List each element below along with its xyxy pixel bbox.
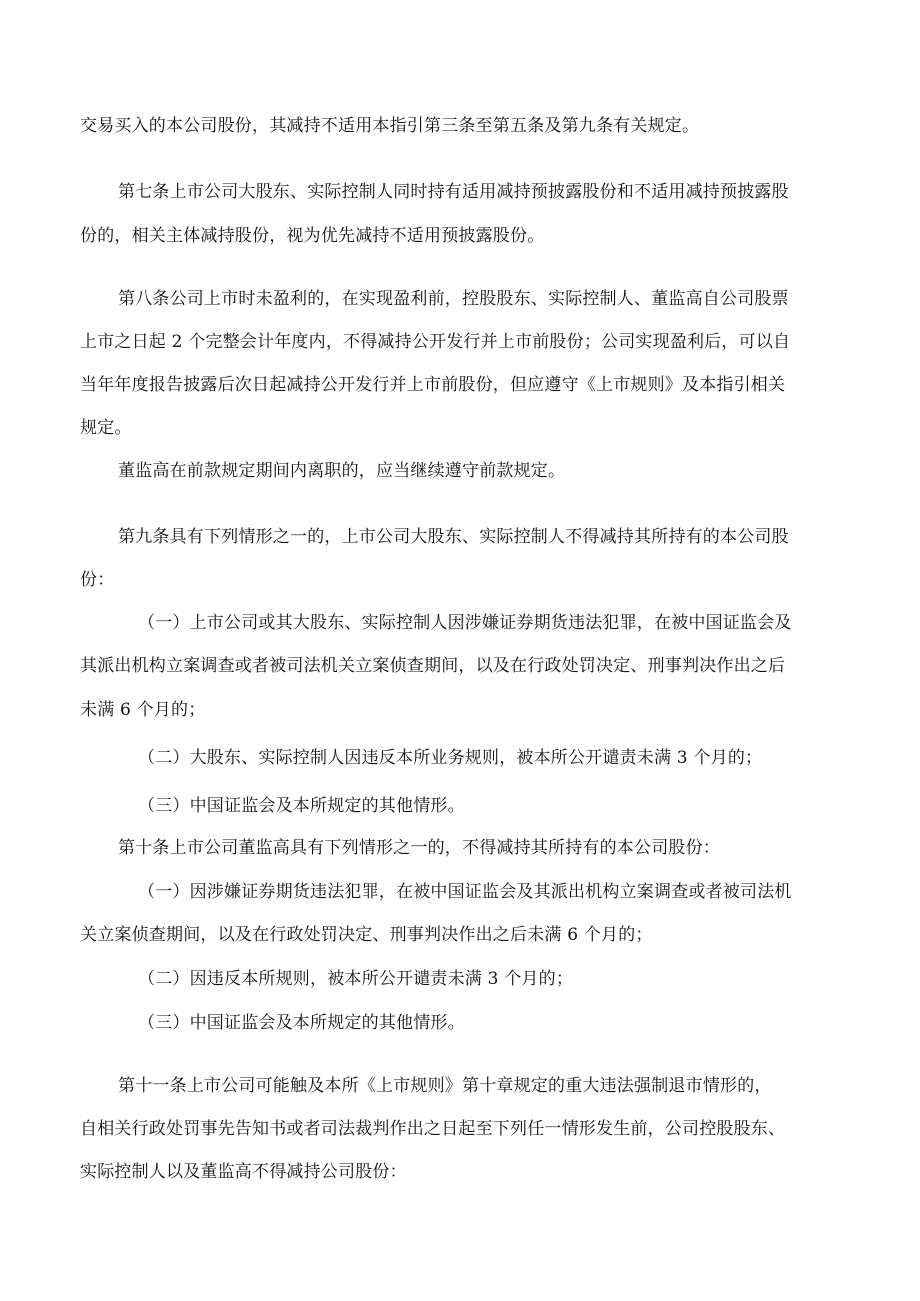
text-line: （二）大股东、实际控制人因违反本所业务规则，被本所公开谴责未满 3 个月的； [138,748,763,768]
text-line: （一）上市公司或其大股东、实际控制人因涉嫌证券期货违法犯罪，在被中国证监会及 [138,613,792,633]
text-line: 未满 6 个月的； [80,700,206,720]
text-line: 规定。 [80,418,132,438]
text-line: 第十一条上市公司可能触及本所《上市规则》第十章规定的重大违法强制退市情形的， [118,1076,772,1096]
text-line: 关立案侦查期间，以及在行政处罚决定、刑事判决作出之后未满 6 个月的； [80,925,653,945]
text-line: （一）因涉嫌证券期货违法犯罪，在被中国证监会及其派出机构立案调查或者被司法机 [138,882,792,902]
text-line: 上市之日起 2 个完整会计年度内，不得减持公开发行并上市前股份；公司实现盈利后，可以自 [80,332,791,352]
text-line: （二）因违反本所规则，被本所公开谴责未满 3 个月的； [138,969,574,989]
text-line: （三）中国证监会及本所规定的其他情形。 [138,796,465,816]
text-line: （三）中国证监会及本所规定的其他情形。 [138,1013,465,1033]
text-line: 份： [80,570,115,590]
text-line: 其派出机构立案调查或者被司法机关立案侦查期间，以及在行政处罚决定、刑事判决作出之后 [80,656,786,676]
text-line: 第七条上市公司大股东、实际控制人同时持有适用减持预披露股份和不适用减持预披露股 [118,182,789,202]
text-line: 实际控制人以及董监高不得减持公司股份： [80,1162,407,1182]
text-line: 自相关行政处罚事先告知书或者司法裁判作出之日起至下列任一情形发生前，公司控股股东、 [80,1119,786,1139]
text-line: 交易买入的本公司股份，其减持不适用本指引第三条至第五条及第九条有关规定。 [80,116,700,136]
text-line: 份的，相关主体减持股份，视为优先减持不适用预披露股份。 [80,226,545,246]
text-line: 第九条具有下列情形之一的，上市公司大股东、实际控制人不得减持其所持有的本公司股 [118,527,789,547]
text-line: 第八条公司上市时未盈利的，在实现盈利前，控股股东、实际控制人、董监高自公司股票 [118,289,789,309]
text-line: 董监高在前款规定期间内离职的，应当继续遵守前款规定。 [118,461,566,481]
text-line: 第十条上市公司董监高具有下列情形之一的，不得减持其所持有的本公司股份： [118,838,720,858]
text-line: 当年年度报告披露后次日起减持公开发行并上市前股份，但应遵守《上市规则》及本指引相关 [80,375,786,395]
